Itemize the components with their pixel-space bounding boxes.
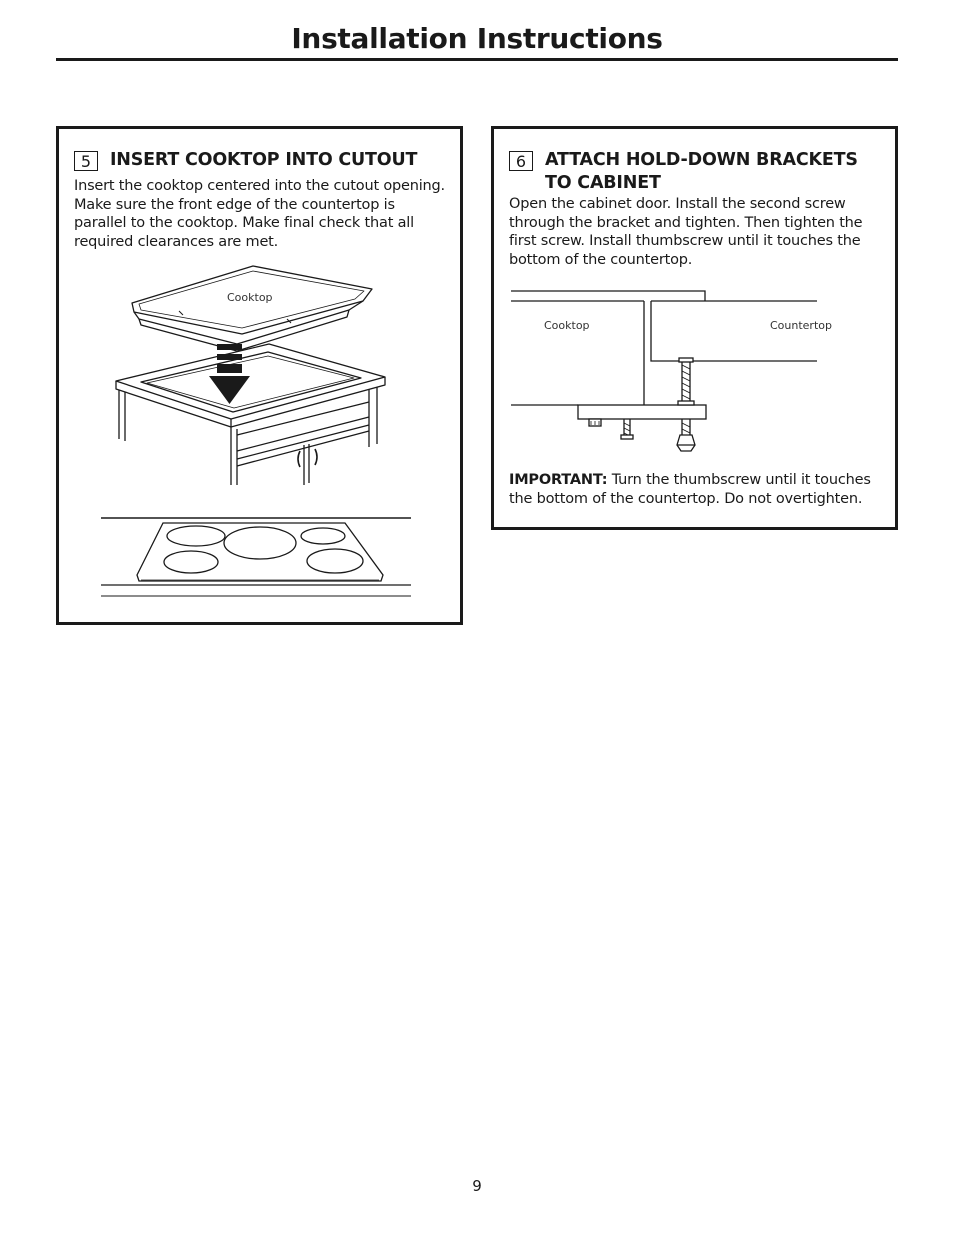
cooktop-figure-label: Cooktop: [227, 291, 273, 304]
step-5-panel: [56, 126, 463, 625]
title-divider: [56, 58, 898, 61]
step-5-body: Insert the cooktop centered into the cutout opening. Make sure the front edge of the countertop is parallel to the cooktop. Make final check that all required clearances are met.: [74, 178, 445, 251]
step-5-title: INSERT COOKTOP INTO CUTOUT: [110, 150, 418, 170]
important-note: [509, 471, 883, 509]
important-text: Turn the thumbscrew until it touches the bottom of the countertop. Do not overtighten.: [509, 472, 871, 507]
important-label: IMPORTANT:: [509, 472, 608, 488]
cooktop-insertion-illustration: [59, 129, 460, 622]
page-title: Installation Instructions: [291, 22, 663, 55]
page-number: 9: [472, 1177, 482, 1195]
step-6-panel: [491, 126, 898, 530]
step-5-number: 5: [74, 151, 98, 171]
step-6-number: 6: [509, 151, 533, 171]
countertop-section-label: Countertop: [770, 319, 832, 332]
cooktop-section-label: Cooktop: [544, 319, 590, 332]
bracket-cross-section-illustration: [494, 129, 895, 527]
step-6-body: Open the cabinet door. Install the second screw through the bracket and tighten. Then tighten the first screw. Install thumbscrew until it touches the bottom of the countertop.: [509, 196, 863, 269]
step-6-title: ATTACH HOLD-DOWN BRACKETS TO CABINET: [545, 150, 858, 193]
